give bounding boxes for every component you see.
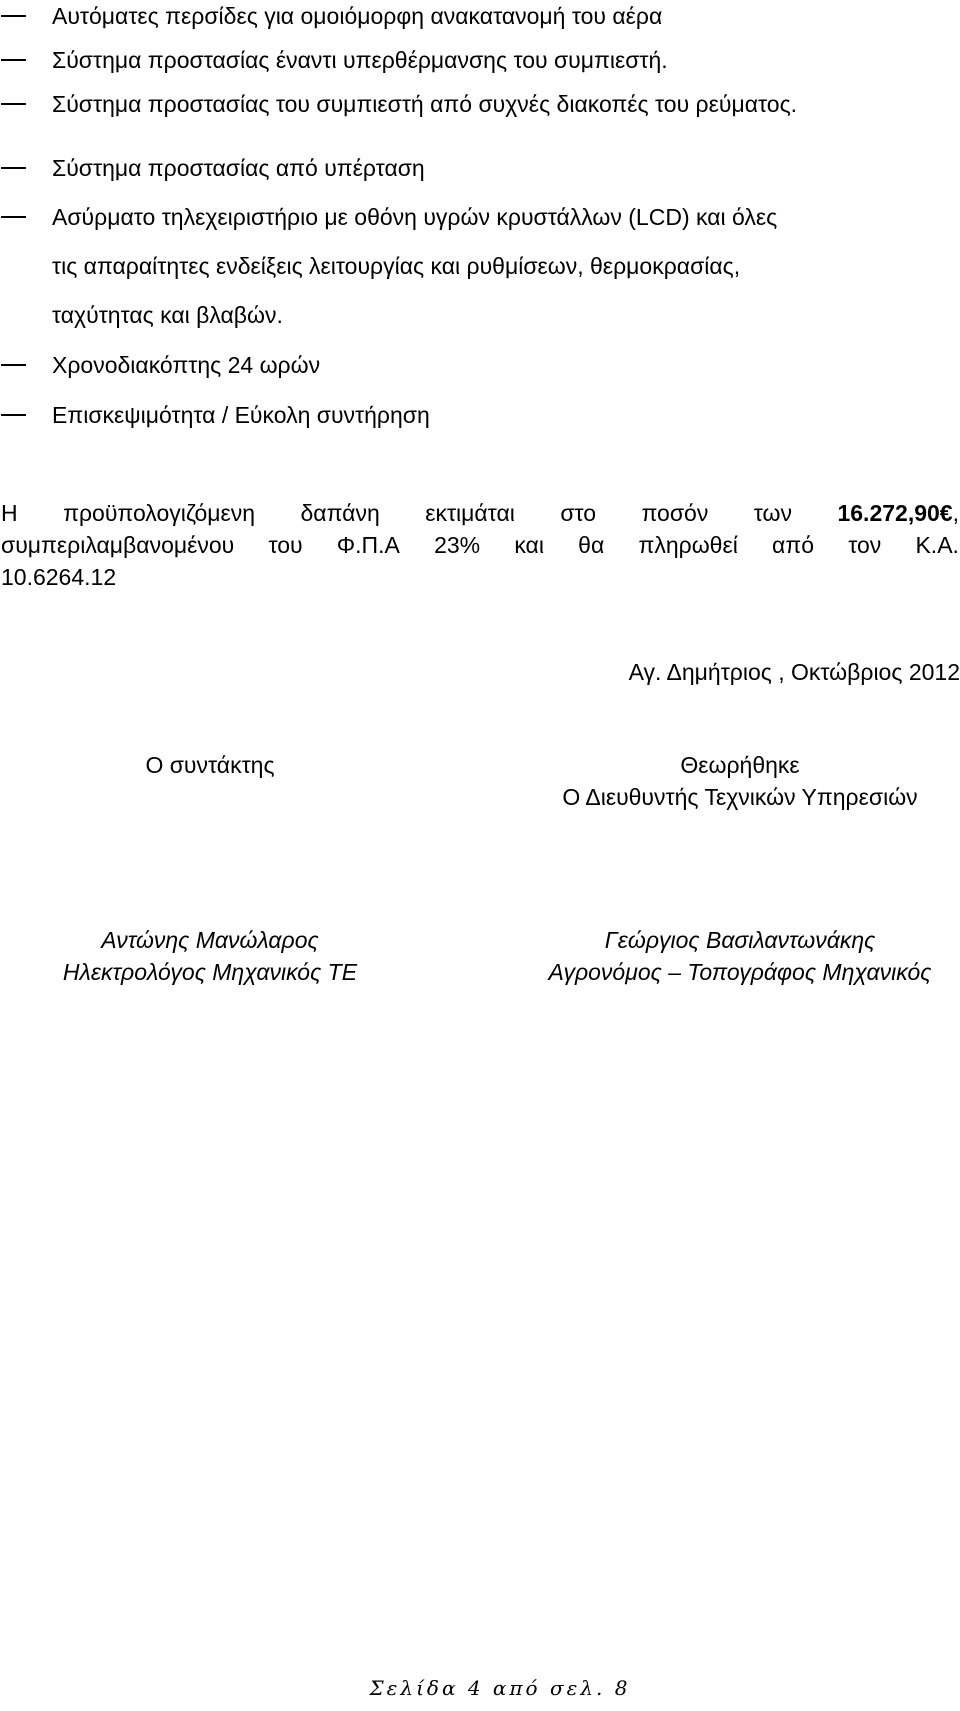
approver-title-2: Ο Διευθυντής Τεχνικών Υπηρεσιών bbox=[562, 784, 918, 810]
author-signature-block bbox=[40, 924, 380, 988]
approver-title-block bbox=[520, 749, 960, 813]
cost-word: στο bbox=[560, 500, 597, 526]
budget-code: 10.6264.12 bbox=[1, 564, 117, 590]
cost-word: Φ.Π.Α bbox=[336, 532, 400, 558]
dash-bullet-icon bbox=[1, 103, 26, 105]
cost-amount: 16.272,90€ bbox=[837, 500, 953, 526]
cost-word: εκτιμάται bbox=[425, 500, 515, 526]
cost-line-3 bbox=[1, 561, 959, 593]
approver-name: Γεώργιος Βασιλαντωνάκης bbox=[604, 927, 876, 953]
list-item-text: Χρονοδιακόπτης 24 ωρών bbox=[52, 352, 321, 378]
cost-punctuation: , bbox=[952, 500, 959, 526]
cost-word: δαπάνη bbox=[300, 500, 380, 526]
cost-word: και bbox=[514, 532, 544, 558]
list-item-text: Ασύρματο τηλεχειριστήριο με οθόνη υγρών κρυστάλλων (LCD) και όλες bbox=[52, 204, 778, 230]
dash-bullet-icon bbox=[1, 59, 26, 61]
list-item-text: Αυτόματες περσίδες για ομοιόμορφη ανακατανομή του αέρα bbox=[52, 3, 663, 29]
dash-bullet-icon bbox=[1, 15, 26, 17]
approver-signature-block bbox=[520, 924, 960, 988]
list-item-continuation: ταχύτητας και βλαβών. bbox=[52, 302, 283, 328]
author-title-block bbox=[40, 749, 380, 781]
cost-paragraph bbox=[1, 497, 959, 593]
approver-title-1: Θεωρήθηκε bbox=[680, 752, 800, 778]
cost-word: πληρωθεί bbox=[638, 532, 738, 558]
author-title: Ο συντάκτης bbox=[145, 752, 275, 778]
list-item-text: Επισκεψιμότητα / Εύκολη συντήρηση bbox=[52, 402, 430, 428]
cost-word: θα bbox=[578, 532, 605, 558]
page-number-footer: Σελίδα 4 από σελ. 8 bbox=[369, 1676, 631, 1700]
dash-bullet-icon bbox=[1, 216, 26, 218]
cost-word: ποσόν bbox=[641, 500, 709, 526]
list-item-continuation: τις απαραίτητες ενδείξεις λειτουργίας και ρυθμίσεων, θερμοκρασίας, bbox=[52, 253, 741, 279]
list-item-text: Σύστημα προστασίας του συμπιεστή από συχνές διακοπές του ρεύματος. bbox=[52, 91, 798, 117]
cost-word: προϋπολογιζόμενη bbox=[63, 500, 256, 526]
list-item-text: Σύστημα προστασίας από υπέρταση bbox=[52, 155, 425, 181]
cost-word: των bbox=[753, 500, 793, 526]
cost-line-1 bbox=[1, 497, 959, 529]
author-role: Ηλεκτρολόγος Μηχανικός ΤΕ bbox=[62, 959, 358, 985]
cost-word: τον bbox=[848, 532, 882, 558]
approver-role: Αγρονόμος – Τοπογράφος Μηχανικός bbox=[548, 959, 932, 985]
cost-word: Κ.Α. bbox=[915, 532, 959, 558]
author-name: Αντώνης Μανώλαρος bbox=[101, 927, 319, 953]
dash-bullet-icon bbox=[1, 414, 26, 416]
cost-word: συμπεριλαμβανομένου bbox=[1, 532, 235, 558]
list-item-text: Σύστημα προστασίας έναντι υπερθέρμανσης του συμπιεστή. bbox=[52, 47, 668, 73]
place-date: Αγ. Δημήτριος , Οκτώβριος 2012 bbox=[628, 659, 960, 685]
cost-word: του bbox=[268, 532, 303, 558]
cost-line-2 bbox=[1, 529, 959, 561]
cost-word: Η bbox=[1, 500, 18, 526]
cost-word: 23% bbox=[434, 532, 481, 558]
dash-bullet-icon bbox=[1, 364, 26, 366]
cost-amount-group bbox=[837, 497, 959, 529]
dash-bullet-icon bbox=[1, 167, 26, 169]
cost-word: από bbox=[772, 532, 814, 558]
